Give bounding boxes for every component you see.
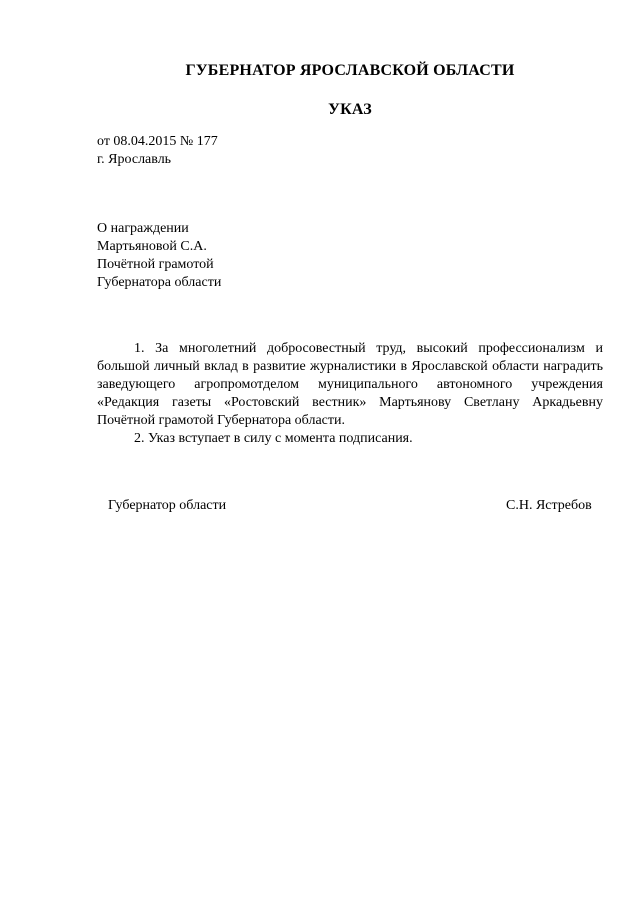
subject-line: Губернатора области — [97, 275, 222, 290]
decree-body — [97, 340, 603, 448]
decree-paragraph: 2. Указ вступает в силу с момента подписания. — [134, 431, 413, 446]
issuer-heading: ГУБЕРНАТОР ЯРОСЛАВСКОЙ ОБЛАСТИ — [185, 62, 515, 79]
subject-line: Мартьяновой С.А. — [97, 239, 207, 254]
subject-block — [97, 220, 221, 292]
subject-line: О награждении — [97, 221, 189, 236]
signature-title: Губернатор области — [108, 498, 227, 513]
decree-paragraph: 1. За многолетний добросовестный труд, высокий профессионализм и большой личный вклад в развитие журналистики в Ярославской области наградить заведующего агропромотделом муниципального автономного учреждения «Редакция газеты «Ростовский вестник» Мартьянову Светлану Аркадьевну Почётной грамотой Губернатора области. — [97, 341, 603, 428]
document-type-heading: УКАЗ — [328, 101, 372, 118]
subject-line: Почётной грамотой — [97, 257, 214, 272]
signature-name: С.Н. Ястребов — [506, 498, 592, 513]
place: г. Ярославль — [97, 152, 172, 167]
date-number: от 08.04.2015 № 177 — [97, 134, 218, 149]
